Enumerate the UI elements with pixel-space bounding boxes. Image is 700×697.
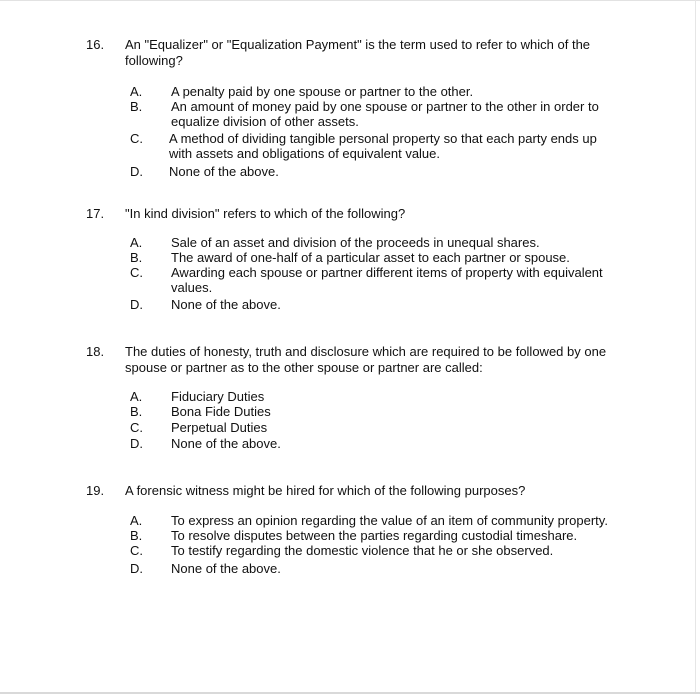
option-letter: B. (130, 404, 143, 419)
option-text: Sale of an asset and division of the proceeds in unequal shares. (171, 235, 540, 250)
question-number: 19. (86, 483, 105, 498)
option-text: Bona Fide Duties (171, 404, 271, 419)
question-text: A forensic witness might be hired for which of the following purposes? (125, 483, 526, 498)
option-letter: A. (130, 513, 143, 528)
option-text: A method of dividing tangible personal property so that each party ends up with assets and obligations of equivalent value. (169, 131, 597, 161)
option-letter: B. (130, 99, 143, 114)
option-letter: C. (130, 420, 143, 435)
option-text: Awarding each spouse or partner different items of property with equivalent values. (171, 265, 603, 295)
option-letter: D. (130, 561, 143, 576)
question-number: 17. (86, 206, 105, 221)
question-number: 18. (86, 344, 105, 359)
page-top-border (0, 0, 700, 1)
option-text: The award of one-half of a particular asset to each partner or spouse. (171, 250, 570, 265)
option-text: None of the above. (171, 561, 281, 576)
option-letter: C. (130, 131, 143, 146)
option-letter: A. (130, 84, 143, 99)
option-text: Perpetual Duties (171, 420, 268, 435)
option-letter: B. (130, 250, 143, 265)
option-letter: A. (130, 389, 143, 404)
page-right-border (695, 0, 696, 692)
option-letter: C. (130, 543, 143, 558)
option-text: None of the above. (171, 297, 281, 312)
option-letter: D. (130, 164, 143, 179)
question-text: An "Equalizer" or "Equalization Payment" is the term used to refer to which of the following? (125, 37, 591, 68)
option-text: To resolve disputes between the parties regarding custodial timeshare. (171, 528, 578, 543)
option-text: To express an opinion regarding the value of an item of community property. (171, 513, 608, 528)
question-text: The duties of honesty, truth and disclosure which are required to be followed by one spouse or partner as to the other spouse or partner are called: (125, 344, 607, 375)
option-letter: C. (130, 265, 143, 280)
option-text: None of the above. (171, 436, 281, 451)
option-letter: A. (130, 235, 143, 250)
option-text: A penalty paid by one spouse or partner to the other. (171, 84, 474, 99)
option-letter: B. (130, 528, 143, 543)
option-letter: D. (130, 297, 143, 312)
option-text: Fiduciary Duties (171, 389, 265, 404)
option-text: To testify regarding the domestic violence that he or she observed. (171, 543, 554, 558)
page-bottom-border (0, 692, 700, 694)
option-text: An amount of money paid by one spouse or partner to the other in order to equalize division of other assets. (171, 99, 599, 129)
option-letter: D. (130, 436, 143, 451)
option-text: None of the above. (169, 164, 279, 179)
question-number: 16. (86, 37, 105, 52)
question-text: "In kind division" refers to which of the following? (125, 206, 406, 221)
